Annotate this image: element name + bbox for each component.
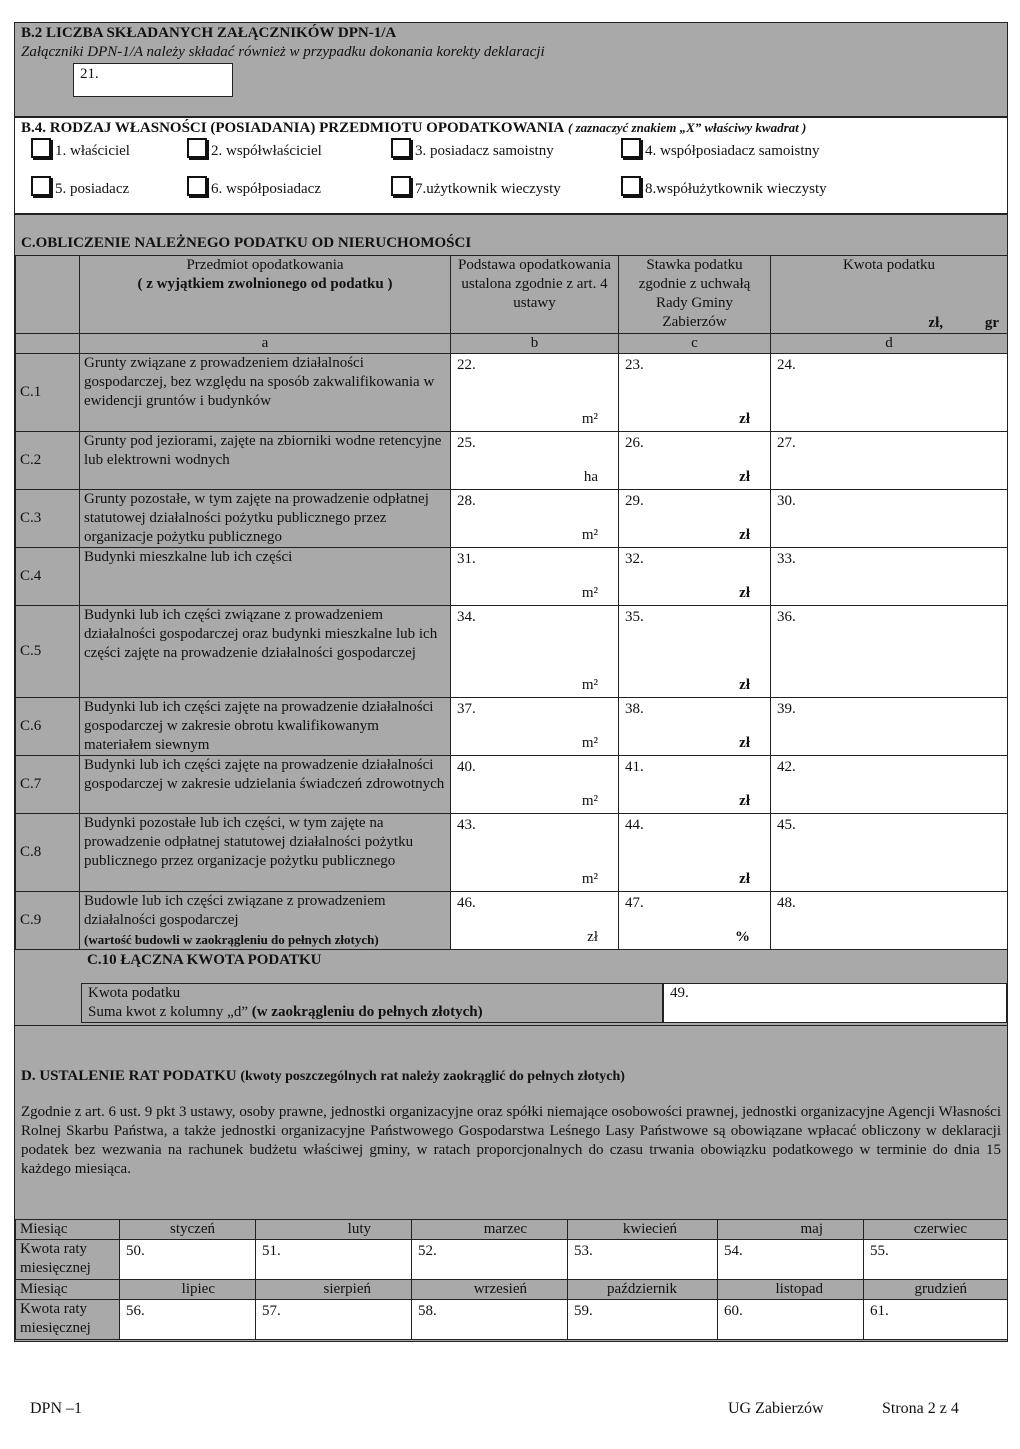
option-independent-co-holder[interactable] — [621, 138, 820, 160]
header-spacer — [16, 256, 80, 334]
option-holder-label: 5. posiadacz — [55, 181, 130, 197]
installment-field-number: 51. — [262, 1243, 281, 1259]
basis-field-number: 28. — [457, 493, 476, 509]
month-name: wrzesień — [412, 1280, 568, 1300]
row-description-text: Budynki lub ich części związane z prowadzeniem działalności gospodarczej oraz budynki mieszkalne lub ich części zajęte na prowadzenie działalności gospodarczej — [84, 607, 438, 661]
installment-field-number: 57. — [262, 1303, 281, 1319]
col-letter-d: d — [771, 334, 1008, 354]
row-code-text: C.5 — [20, 643, 42, 659]
amount-field-number: 42. — [777, 759, 796, 775]
basis-field[interactable] — [451, 814, 619, 892]
amount-field[interactable] — [771, 432, 1008, 490]
row-description — [80, 698, 451, 756]
option-perpetual-user-label: 7.użytkownik wieczysty — [415, 181, 561, 197]
option-co-owner-label: 2. współwłaściciel — [211, 143, 322, 159]
c10-label-1: Kwota podatku — [88, 985, 181, 1001]
basis-field[interactable] — [451, 490, 619, 548]
row-code-text: C.2 — [20, 452, 42, 468]
option-co-holder[interactable] — [187, 176, 321, 198]
rate-unit: zł — [739, 585, 750, 601]
footer-office: UG Zabierzów — [728, 1400, 824, 1417]
amount-field-number: 48. — [777, 895, 796, 911]
installment-field[interactable] — [412, 1300, 568, 1340]
rate-field-number: 23. — [625, 357, 644, 373]
row-description-text: Grunty pod jeziorami, zajęte na zbiorniki wodne retencyjne lub elektrowni wodnych — [84, 433, 442, 468]
option-co-owner[interactable] — [187, 138, 322, 160]
rate-field-number: 41. — [625, 759, 644, 775]
installment-label: Kwota raty miesięcznej — [16, 1300, 120, 1340]
b2-attachments-field[interactable] — [73, 63, 233, 97]
option-co-holder-label: 6. współposiadacz — [211, 181, 321, 197]
row-description — [80, 354, 451, 432]
row-description-text: Budynki pozostałe lub ich części, w tym zajęte na prowadzenie odpłatnej statutowej działalności pożytku publicznego przez organizacje pożytku publicznego — [84, 815, 414, 869]
c10-total-field[interactable] — [663, 983, 1007, 1023]
rate-unit: zł — [739, 469, 750, 485]
installment-field-number: 54. — [724, 1243, 743, 1259]
rate-unit: zł — [739, 793, 750, 809]
c10-title: C.10 ŁĄCZNA KWOTA PODATKU — [87, 952, 322, 968]
installments-table — [15, 1219, 1008, 1340]
b2-title: B.2 LICZBA SKŁADANYCH ZAŁĄCZNIKÓW DPN-1/A — [21, 25, 397, 41]
installment-field[interactable] — [568, 1300, 718, 1340]
month-name: luty — [256, 1220, 412, 1240]
basis-field[interactable] — [451, 548, 619, 606]
installment-field-number: 61. — [870, 1303, 889, 1319]
amount-field[interactable] — [771, 354, 1008, 432]
rate-field[interactable] — [619, 892, 771, 950]
rate-field-number: 35. — [625, 609, 644, 625]
option-perpetual-user[interactable] — [391, 176, 561, 198]
month-name: sierpień — [256, 1280, 412, 1300]
option-holder[interactable] — [31, 176, 129, 198]
row-code — [16, 548, 80, 606]
checkbox-perpetual-co-user[interactable] — [621, 176, 641, 196]
row-description — [80, 814, 451, 892]
installment-field[interactable] — [256, 1300, 412, 1340]
row-code-text: C.4 — [20, 568, 42, 584]
row-code — [16, 892, 80, 950]
rate-field-number: 29. — [625, 493, 644, 509]
installment-label: Kwota raty miesięcznej — [16, 1240, 120, 1280]
month-header-row — [16, 1280, 1008, 1300]
c10-field-number: 49. — [670, 985, 689, 1001]
tax-row — [16, 756, 1008, 814]
tax-row — [16, 814, 1008, 892]
col-letter-a: a — [80, 334, 451, 354]
row-description — [80, 490, 451, 548]
amount-field[interactable] — [771, 606, 1008, 698]
basis-field[interactable] — [451, 756, 619, 814]
rate-field[interactable] — [619, 490, 771, 548]
basis-field[interactable] — [451, 354, 619, 432]
b2-field-number: 21. — [80, 66, 99, 82]
section-c — [14, 214, 1008, 1026]
section-d — [14, 1025, 1008, 1342]
row-code — [16, 354, 80, 432]
tax-row — [16, 432, 1008, 490]
installment-field[interactable] — [718, 1240, 864, 1280]
amount-field[interactable] — [771, 698, 1008, 756]
b4-title: B.4. RODZAJ WŁASNOŚCI (POSIADANIA) PRZEDMIOTU OPODATKOWANIA — [21, 120, 565, 136]
amount-field-number: 39. — [777, 701, 796, 717]
rate-unit: % — [735, 929, 750, 945]
row-description-text: Budowle lub ich części związane z prowadzeniem działalności gospodarczej — [84, 893, 386, 928]
row-description-text: Grunty pozostałe, w tym zajęte na prowadzenie odpłatnej statutowej działalności pożytku publicznego przez organizacje pożytku publicznego — [84, 491, 429, 545]
month-label: Miesiąc — [16, 1220, 120, 1240]
basis-field[interactable] — [451, 892, 619, 950]
installment-field[interactable] — [120, 1300, 256, 1340]
d-title-note: (kwoty poszczególnych rat należy zaokrąglić do pełnych złotych) — [240, 1069, 625, 1084]
option-owner[interactable] — [31, 138, 130, 160]
row-code — [16, 756, 80, 814]
month-label: Miesiąc — [16, 1280, 120, 1300]
basis-unit: m² — [581, 871, 598, 887]
d-title: D. USTALENIE RAT PODATKU — [21, 1068, 237, 1084]
amount-field[interactable] — [771, 892, 1008, 950]
section-b4 — [14, 117, 1008, 214]
basis-field-number: 46. — [457, 895, 476, 911]
basis-field-number: 40. — [457, 759, 476, 775]
tax-row — [16, 548, 1008, 606]
checkbox-independent-co-holder[interactable] — [621, 138, 641, 158]
basis-unit: m² — [581, 677, 598, 693]
month-name: kwiecień — [568, 1220, 718, 1240]
installment-row — [16, 1240, 1008, 1280]
row-description — [80, 432, 451, 490]
tax-row — [16, 698, 1008, 756]
amount-field-number: 27. — [777, 435, 796, 451]
month-name: październik — [568, 1280, 718, 1300]
row-description-text: Budynki mieszkalne lub ich części — [84, 549, 293, 565]
basis-field[interactable] — [451, 432, 619, 490]
amount-field-number: 45. — [777, 817, 796, 833]
installment-field[interactable] — [568, 1240, 718, 1280]
installment-row — [16, 1300, 1008, 1340]
row-code-text: C.9 — [20, 912, 42, 928]
installment-field-number: 58. — [418, 1303, 437, 1319]
basis-field-number: 34. — [457, 609, 476, 625]
rate-field[interactable] — [619, 548, 771, 606]
rate-field-number: 44. — [625, 817, 644, 833]
installment-field[interactable] — [864, 1300, 1008, 1340]
c10-label-2-bold: (w zaokrągleniu do pełnych złotych) — [251, 1004, 483, 1020]
month-name: lipiec — [120, 1280, 256, 1300]
installment-field-number: 52. — [418, 1243, 437, 1259]
checkbox-owner[interactable] — [31, 138, 51, 158]
installment-field-number: 59. — [574, 1303, 593, 1319]
basis-field-number: 22. — [457, 357, 476, 373]
tax-row — [16, 354, 1008, 432]
checkbox-co-holder[interactable] — [187, 176, 207, 196]
installment-field[interactable] — [256, 1240, 412, 1280]
header-amount-zl: zł, — [928, 315, 943, 331]
c10-label-2-text: Suma kwot z kolumny „d” — [88, 1004, 248, 1020]
header-amount-gr: gr — [984, 315, 999, 331]
rate-field-number: 26. — [625, 435, 644, 451]
month-name: maj — [718, 1220, 864, 1240]
option-independent-co-holder-label: 4. współposiadacz samoistny — [645, 143, 820, 159]
c-title: C.OBLICZENIE NALEŻNEGO PODATKU OD NIERUCHOMOŚCI — [21, 235, 472, 251]
installment-field-number: 60. — [724, 1303, 743, 1319]
option-independent-holder-label: 3. posiadacz samoistny — [415, 143, 554, 159]
amount-field[interactable] — [771, 814, 1008, 892]
header-rate: Stawka podatku zgodnie z uchwałą Rady Gminy Zabierzów — [619, 256, 771, 334]
month-name: styczeń — [120, 1220, 256, 1240]
footer-form-code: DPN –1 — [30, 1400, 83, 1417]
checkbox-holder[interactable] — [31, 176, 51, 196]
header-amount-label: Kwota podatku — [842, 257, 936, 273]
installment-field-number: 50. — [126, 1243, 145, 1259]
row-description-text: Budynki lub ich części zajęte na prowadzenie działalności gospodarczej w zakresie obrotu kwalifikowanym materiałem siewnym — [84, 699, 434, 753]
c10-label-2 — [88, 1003, 656, 1022]
option-owner-label: 1. właściciel — [55, 143, 130, 159]
month-name: marzec — [412, 1220, 568, 1240]
row-description-text: Grunty związane z prowadzeniem działalności gospodarczej, bez względu na sposób zakwalifikowania w ewidencji gruntów i budynków — [84, 355, 435, 409]
installment-field-number: 53. — [574, 1243, 593, 1259]
d-paragraph: Zgodnie z art. 6 ust. 9 pkt 3 ustawy, osoby prawne, jednostki organizacyjne oraz spółki niemające osobowości prawnej, jednostki organizacyjne Agencji Własności Rolnej Skarbu Państwa, a także jednostki organizacyjne Państwowego Gospodarstwa Leśnego Lasy Państwowe są obowiązane wpłacać obliczony w deklaracji podatek bez wezwania na rachunek budżetu właściwej gminy, w ratach proporcjonalnych do czasu trwania obowiązku podatkowego w terminie do dnia 15 każdego miesiąca. — [21, 1104, 1001, 1177]
row-description-note: (wartość budowli w zaokrągleniu do pełnych złotych) — [84, 932, 379, 947]
rate-unit: zł — [739, 677, 750, 693]
row-code — [16, 606, 80, 698]
basis-field[interactable] — [451, 698, 619, 756]
rate-unit: zł — [739, 527, 750, 543]
rate-field[interactable] — [619, 606, 771, 698]
option-independent-holder[interactable] — [391, 138, 554, 160]
row-code — [16, 814, 80, 892]
month-name: grudzień — [864, 1280, 1008, 1300]
row-description — [80, 756, 451, 814]
b4-title-note: ( zaznaczyć znakiem „X” właściwy kwadrat ) — [568, 120, 807, 135]
row-code-text: C.3 — [20, 510, 42, 526]
row-code — [16, 490, 80, 548]
rate-field-number: 47. — [625, 895, 644, 911]
rate-field-number: 38. — [625, 701, 644, 717]
installment-field-number: 56. — [126, 1303, 145, 1319]
basis-field-number: 37. — [457, 701, 476, 717]
row-code-text: C.1 — [20, 384, 42, 400]
tax-row — [16, 606, 1008, 698]
installment-field[interactable] — [412, 1240, 568, 1280]
basis-unit: zł — [587, 929, 598, 945]
basis-unit: m² — [581, 527, 598, 543]
basis-unit: m² — [581, 735, 598, 751]
basis-field-number: 31. — [457, 551, 476, 567]
basis-unit: m² — [581, 411, 598, 427]
basis-field-number: 25. — [457, 435, 476, 451]
c10-label-box — [81, 983, 663, 1023]
rate-unit: zł — [739, 871, 750, 887]
amount-field-number: 33. — [777, 551, 796, 567]
b2-subtitle: Załączniki DPN-1/A należy składać również w przypadku dokonania korekty deklaracji — [21, 44, 545, 60]
amount-field[interactable] — [771, 490, 1008, 548]
option-perpetual-co-user-label: 8.współużytkownik wieczysty — [645, 181, 827, 197]
checkbox-co-owner[interactable] — [187, 138, 207, 158]
basis-unit: m² — [581, 793, 598, 809]
amount-field-number: 30. — [777, 493, 796, 509]
rate-field[interactable] — [619, 432, 771, 490]
row-code — [16, 698, 80, 756]
rate-unit: zł — [739, 411, 750, 427]
basis-field-number: 43. — [457, 817, 476, 833]
d-title-row — [21, 1068, 625, 1085]
col-letter-spacer — [16, 334, 80, 354]
col-letter-c: c — [619, 334, 771, 354]
basis-field[interactable] — [451, 606, 619, 698]
row-code-text: C.8 — [20, 844, 42, 860]
installment-field[interactable] — [864, 1240, 1008, 1280]
col-letter-b: b — [451, 334, 619, 354]
row-code-text: C.7 — [20, 776, 42, 792]
b4-title-row — [21, 120, 806, 137]
row-description-text: Budynki lub ich części zajęte na prowadzenie działalności gospodarczej w zakresie udzielania świadczeń zdrowotnych — [84, 757, 445, 792]
month-name: czerwiec — [864, 1220, 1008, 1240]
header-subject-line1: Przedmiot opodatkowania — [186, 257, 344, 273]
row-description — [80, 606, 451, 698]
tax-row — [16, 892, 1008, 950]
month-header-row — [16, 1220, 1008, 1240]
option-perpetual-co-user[interactable] — [621, 176, 827, 198]
rate-field[interactable] — [619, 698, 771, 756]
month-name: listopad — [718, 1280, 864, 1300]
amount-field[interactable] — [771, 756, 1008, 814]
row-code-text: C.6 — [20, 718, 42, 734]
amount-field[interactable] — [771, 548, 1008, 606]
amount-field-number: 24. — [777, 357, 796, 373]
footer-page-number: Strona 2 z 4 — [882, 1400, 959, 1417]
section-b2 — [14, 22, 1008, 117]
installment-field[interactable] — [120, 1240, 256, 1280]
row-description — [80, 892, 451, 950]
basis-unit: ha — [583, 469, 598, 485]
row-code — [16, 432, 80, 490]
rate-field-number: 32. — [625, 551, 644, 567]
header-subject — [80, 256, 451, 334]
basis-unit: m² — [581, 585, 598, 601]
row-description — [80, 548, 451, 606]
tax-calculation-table — [15, 255, 1008, 950]
installment-field-number: 55. — [870, 1243, 889, 1259]
tax-row — [16, 490, 1008, 548]
header-basis: Podstawa opodatkowania ustalona zgodnie z art. 4 ustawy — [451, 256, 619, 334]
rate-field[interactable] — [619, 756, 771, 814]
checkbox-independent-holder[interactable] — [391, 138, 411, 158]
header-amount — [771, 256, 1008, 334]
rate-field[interactable] — [619, 814, 771, 892]
header-subject-line2: ( z wyjątkiem zwolnionego od podatku ) — [137, 276, 393, 292]
rate-unit: zł — [739, 735, 750, 751]
checkbox-perpetual-user[interactable] — [391, 176, 411, 196]
rate-field[interactable] — [619, 354, 771, 432]
amount-field-number: 36. — [777, 609, 796, 625]
installment-field[interactable] — [718, 1300, 864, 1340]
